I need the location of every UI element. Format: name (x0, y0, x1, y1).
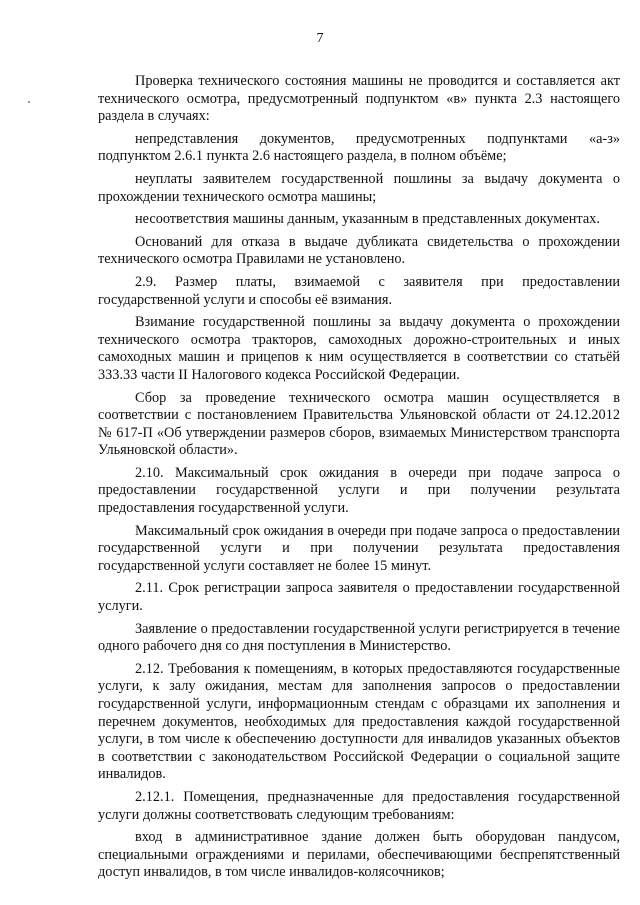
paragraph-state-duty: Взимание государственной пошлины за выдачу документа о прохождении технического осмотра тракторов, самоходных дорожно-строительных и иных самоходных машин и прицепов к ним осуществляется в соответствии со статьёй 333.33 части II Налогового кодекса Российской Федерации. (98, 314, 620, 383)
section-2-12-1-heading: 2.12.1. Помещения, предназначенные для предоставления государственной услуги должны соответствовать следующим требованиям: (98, 788, 620, 823)
paragraph-max-wait: Максимальный срок ожидания в очереди при подаче запроса о предоставлении государственной услуги и при получении результата предоставления государственной услуги составляет не более 15 минут. (98, 522, 620, 574)
paragraph-no-fee-paid: неуплаты заявителем государственной пошлины за выдачу документа о прохождении технического осмотра машины; (98, 170, 620, 205)
page-number: 7 (316, 31, 324, 46)
paragraph-duplicate-refusal: Оснований для отказа в выдаче дубликата свидетельства о прохождении технического осмотра Правилами не установлено. (98, 233, 620, 268)
paragraph-ramp-entrance: вход в административное здание должен быть оборудован пандусом, специальными ограждениями и перилами, обеспечивающими беспрепятственный доступ инвалидов, в том числе инвалидов-колясочников; (98, 829, 620, 881)
paragraph-inspection-fee: Сбор за проведение технического осмотра машин осуществляется в соответствии с постановлением Правительства Ульяновской области от 24.12.2012 № 617-П «Об утверждении размеров сборов, взимаемых Министерством транспорта Ульяновской области». (98, 389, 620, 459)
paragraph-no-documents: непредставления документов, предусмотренных подпунктами «а-з» подпунктом 2.6.1 пункта 2.6 настоящего раздела, в полном объёме; (98, 130, 620, 165)
section-2-11-heading: 2.11. Срок регистрации запроса заявителя о предоставлении государственной услуги. (98, 580, 620, 615)
paragraph-registration: Заявление о предоставлении государственной услуги регистрируется в течение одного рабочего дня со дня поступления в Министерство. (98, 620, 620, 655)
section-2-10-heading: 2.10. Максимальный срок ожидания в очереди при подаче запроса о предоставлении государственной услуги и при получении результата предоставления государственной услуги. (98, 464, 620, 517)
section-2-12-heading: 2.12. Требования к помещениям, в которых предоставляются государственные услуги, к залу ожидания, местам для заполнения запросов о предоставлении государственной услуги, информационным стендам с образцами их заполнения и перечнем документов, необходимых для предоставления каждой государственной услуги, в том числе к обеспечению доступности для инвалидов указанных объектов в соответствии с законодательством Российской Федерации о социальной защите инвалидов. (98, 660, 620, 783)
paragraph-inspection-not-carried: Проверка технического состояния машины не проводится и составляется акт технического осмотра, предусмотренный подпунктом «в» пункта 2.3 настоящего раздела в случаях: (98, 73, 620, 125)
paragraph-data-mismatch: несоответствия машины данным, указанным в представленных документах. (135, 211, 600, 228)
section-2-9-heading: 2.9. Размер платы, взимаемой с заявителя при предоставлении государственной услуги и способы её взимания. (98, 273, 620, 308)
scan-speck (28, 101, 30, 103)
document-body (98, 73, 620, 882)
